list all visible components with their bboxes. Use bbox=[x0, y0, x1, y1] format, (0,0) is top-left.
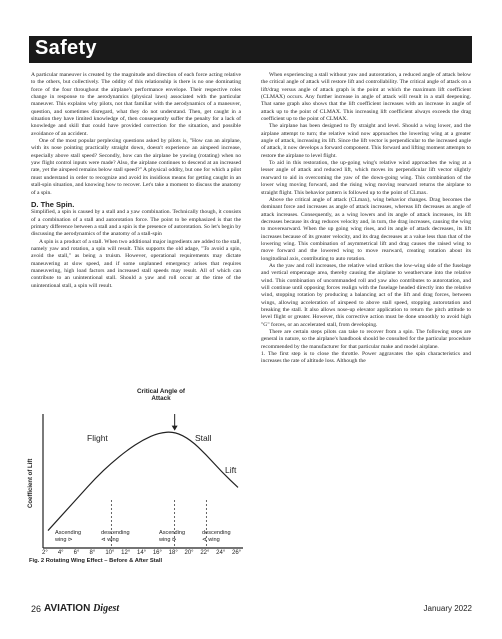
x-tick-label: 12° bbox=[121, 550, 131, 556]
paragraph: When experiencing a stall without yaw and autorotation, a reduced angle of attack below the critical angle of attack will restore lift and controllability. The critical angle of attack on a lift/drag versus angle of attack graph is the point at which the maximum lift coefficient (CLMAX) occurs. Any further increase in angle of attack will result in a stall deepening. That same graph also shows that the lift coefficient increases with an increase in angle of attack up to the point of CLMAX. This increasing lift coefficient always exceeds the drag coefficient up to the point of CLMAX. bbox=[261, 72, 471, 123]
paragraph: The airplane has been designed to fly straight and level. Should a wing lower, and the airplane attempt to turn; the relative wind now approaches the lowering wing at a greater angle of attack, increasing its lift. Since the lift vector is perpendicular to the increased angle of attack, it now develops a forward component. This forward and lifting moment attempts to restore the airplane to level flight. bbox=[261, 123, 471, 159]
critical-aoa-arrow-head bbox=[172, 426, 178, 431]
x-tick-label: 6° bbox=[73, 550, 80, 556]
paragraph: A particular maneuver is created by the magnitude and direction of each force acting relative to the others, but collectively. The oddity of this relationship is there is no one dominating force of the four throughout the airplane's performance envelope. Their respective roles change in response to the aerodynamics (physical laws) associated with the particular maneuver. This explains why pilots, not that familiar with the aerodynamics of a maneuver, question, and sometimes disregard, what they do not understand. Then, get caught in a situation they have limited knowledge of, then consequently suffer the penalty for a lack of knowledge and skill that could have provided correction for the situation, and possible avoidance of an accident. bbox=[31, 72, 241, 137]
section-heading: D. The Spin. bbox=[31, 199, 75, 209]
region-label: ⊲ wing bbox=[202, 537, 220, 543]
x-tick-label: 20° bbox=[184, 550, 194, 556]
x-tick-label: 24° bbox=[216, 550, 226, 556]
stall-label: Stall bbox=[195, 433, 212, 443]
paragraph: There are certain steps pilots can take to recover from a spin. The following steps are general in nature, so the airplane's handbook should be consulted for the particular procedure recommended by the manufacturer for that particular make and model airplane. bbox=[261, 329, 471, 350]
region-label: descending bbox=[202, 530, 231, 536]
magazine-name-part: Digest bbox=[93, 603, 120, 614]
region-label: ⊲ wing bbox=[101, 537, 119, 543]
region-ascending-wing-2 bbox=[159, 530, 185, 544]
right-column bbox=[261, 72, 471, 366]
paragraph: 1. The first step is to close the throttle. Power aggravates the spin characteristics and increases the rate of altitude loss. Although the bbox=[261, 351, 471, 365]
x-tick-label: 26° bbox=[232, 550, 242, 556]
lift-curve-label: Lift bbox=[225, 465, 237, 475]
paragraph: A spin is a product of a stall. When two additional major ingredients are added to the stall, namely yaw and rotation, a spin will result. This supports the old adage, "To avoid a spin, avoid the stall," as being a truism. However, operational requirements may dictate maneuvering at slow speed, and if some unplanned emergency arises that requires maneuvering, high load factors and increased stall speeds may result. All of which can contribute to an unintentional stall. Should a yaw and roll occur at the time of the unintentional stall, a spin will result. bbox=[31, 238, 242, 289]
y-axis-label: Coefficient of Lift bbox=[28, 458, 34, 508]
x-tick-label: 16° bbox=[152, 550, 162, 556]
x-tick-label: 18° bbox=[168, 550, 178, 556]
paragraph: One of the most popular perplexing questions asked by pilots is, "How can an airplane, with its nose pointing practically straight down, doesn't experience an airspeed increase, especially above stall speed? Secondly, how can the airplane be yawing (rotating) when no yaw flight control inputs were made? Also, the airplane continues to descend at an increased rate, yet the airspeed remains below stall speed?" A physical oddity, but one for which a pilot must understand in order to recognize and avoid its insidious means for getting caught in an stall-spin situation, and knowing how to recover. Let's take a moment to discuss the anatomy of a spin. bbox=[31, 138, 241, 196]
x-tick-label: 10° bbox=[105, 550, 115, 556]
figure-caption: Fig. 2 Rotating Wing Effect – Before & After Stall bbox=[29, 558, 163, 564]
lift-curve bbox=[48, 432, 238, 530]
section-banner bbox=[29, 36, 472, 63]
region-label: descending bbox=[101, 530, 130, 536]
x-tick-label: 2° bbox=[42, 550, 48, 556]
paragraph: Above the critical angle of attack (CLmax), wing behavior changes. Drag becomes the dominant force and increases as angle of attack increases, whereas lift decreases as angle of attack increases. Consequently, as a wing lowers and its angle of attack increases, its lift decreases because its drag reduces velocity and, in turn, the drag increases, causing the wing to moverearward. When the up going wing rises, and its angle of attack decreases, its lift increases because of its greater velocity, and its drag decreases at a value less than that of the lowering wing. This combination of asymmetrical lift and drag causes the raised wing to move forward and the lowered wing to move rearward, creating rotation about its longitudinal axis, contributing to auto rotation. bbox=[261, 196, 471, 262]
magazine-name-part: AVIATION bbox=[44, 603, 91, 614]
page-footer bbox=[31, 604, 472, 616]
x-tick-label: 14° bbox=[137, 550, 147, 556]
magazine-name bbox=[44, 603, 119, 614]
region-label: Ascending bbox=[55, 530, 82, 536]
region-label: Ascending bbox=[159, 530, 186, 536]
page-number: 26 bbox=[31, 604, 42, 614]
lift-chart-figure bbox=[29, 388, 249, 566]
region-label: wing ⊳ bbox=[159, 537, 177, 543]
section-title: Safety bbox=[35, 37, 97, 59]
region-descending-wing-2 bbox=[202, 530, 231, 544]
issue-date: January 2022 bbox=[423, 604, 472, 613]
x-tick-label: 8° bbox=[89, 550, 96, 556]
chart-title-line: Attack bbox=[151, 395, 171, 402]
paragraph: Simplified, a spin is caused by a stall and a yaw combination. Technically though, it consists of a combination of a stall and autorotation force. The point to be emphasized is that the primary difference between a stall and a spin is the presence of autorotation. So let's begin by discussing the aerodynamics of the anatomy of a stall-spin bbox=[31, 209, 241, 238]
region-label: wing ⊳ bbox=[55, 537, 73, 543]
region-ascending-wing-1 bbox=[55, 530, 81, 544]
x-tick-label: 4° bbox=[57, 550, 64, 556]
paragraph: As the yaw and roll increases, the relative wind strikes the low-wing side of the fuselage and vertical empennage area, thereby causing the airplane to weathervane into the relative wind. This combination of uncommanded roll and yaw also contributes to autorotation, and will continue until opposing forces realign with the fuselage headed directly into the relative wind, stopping rotation by producing a balancing act of the lift and drag forces, between wings, allowing acceleration of airspeed to above stall speed, stopping autorotation and breaking the stall. It also allows nose-up elevator application to return the pitch attitude to level flight or greater. However, this corrective action must be done smoothly to avoid high "G" forces, or an accelerated stall, from developing. bbox=[261, 262, 471, 328]
region-descending-wing-1 bbox=[101, 530, 130, 544]
chart-title-line: Critical Angle of bbox=[136, 388, 186, 395]
flight-label: Flight bbox=[87, 433, 108, 443]
x-tick-label: 22° bbox=[200, 550, 210, 556]
left-column bbox=[31, 72, 241, 290]
chart-title bbox=[121, 388, 201, 402]
paragraph: To aid in this restoration, the up-going wing's relative wind approaches the wing at a lesser angle of attack and reduced lift, which moves its perpendicular lift vector slightly rearward to aid in overcoming the yaw of the down-going wing. This combination of the lower wing moving forward, and the rising wing moving rearward returns the airplane to straight flight. This behavior pattern is followed up to the point of CLmax. bbox=[261, 160, 471, 196]
